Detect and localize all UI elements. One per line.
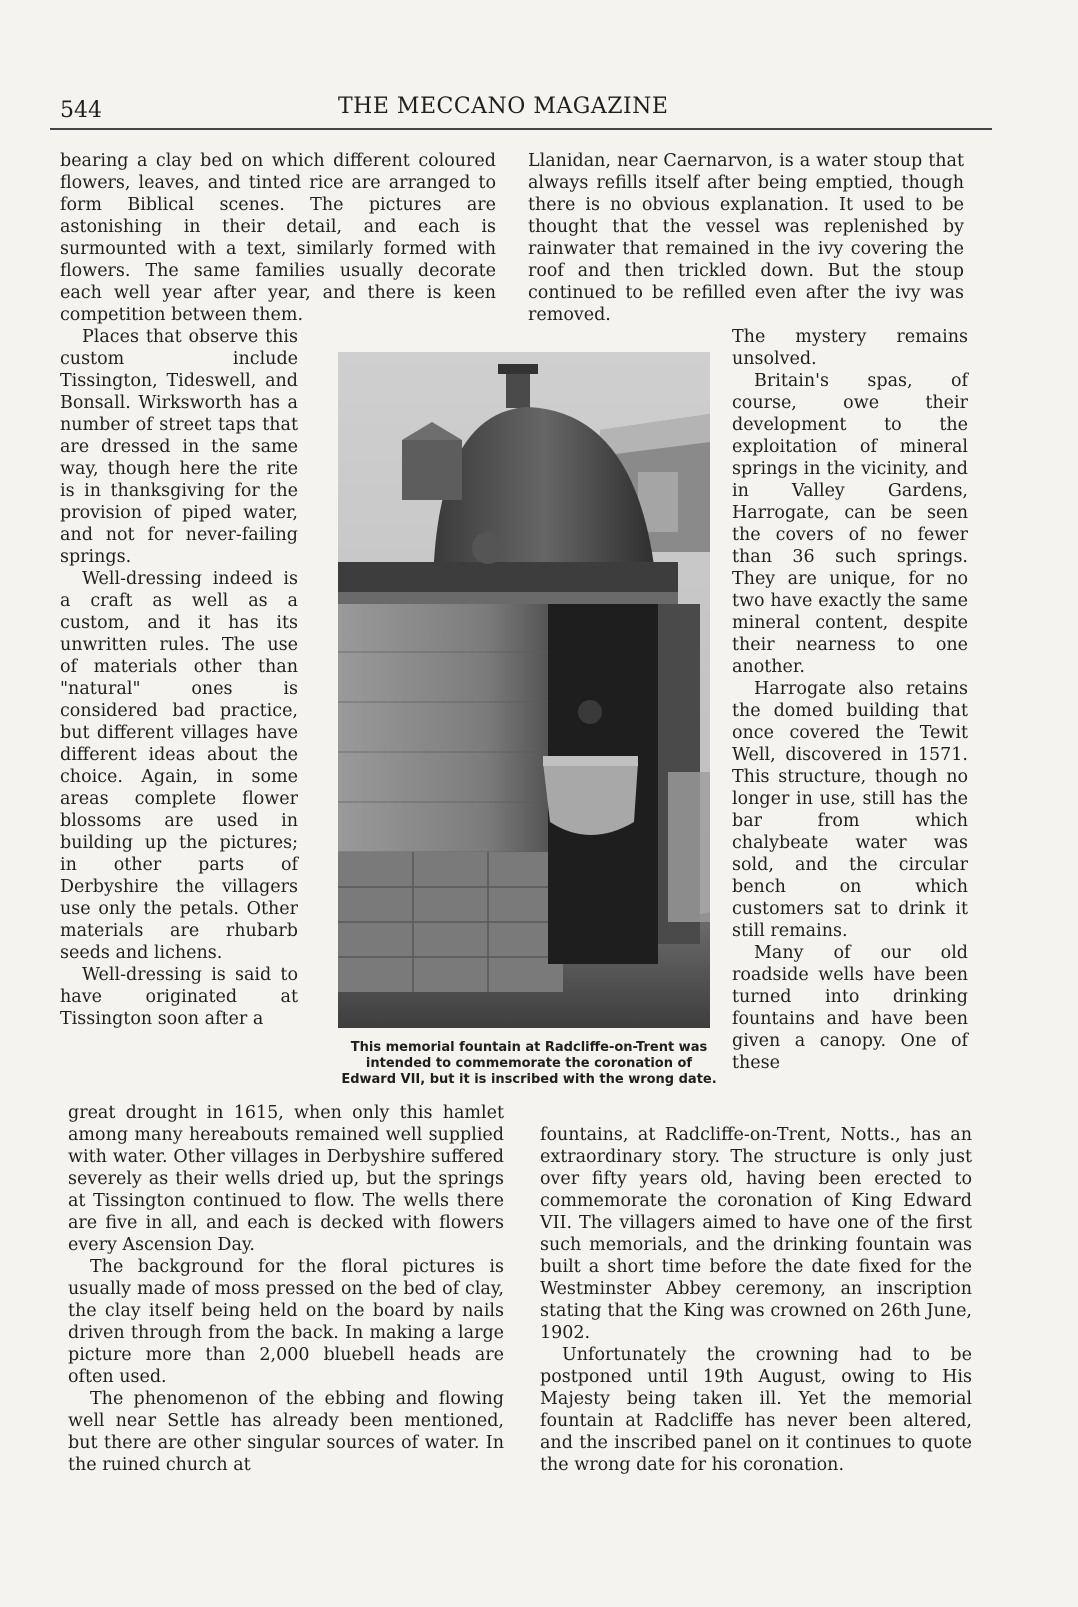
right-paragraph-4-start: Many of our old roadside wells have been turned into drinking fountains and have been given a canopy. One of these: [732, 943, 968, 1073]
left-text-narrow: [60, 326, 298, 1030]
right-text-narrow: [732, 326, 968, 1074]
header-rule: [50, 128, 992, 130]
right-paragraph-1-end: The mystery remains unsolved.: [732, 327, 968, 369]
page-number: 544: [60, 98, 102, 123]
left-paragraph-4-start: Well-dressing is said to have originated at Tissington soon after a: [60, 965, 298, 1029]
left-text-top: [60, 150, 496, 326]
right-paragraph-4-end: fountains, at Radcliffe-on-Trent, Notts., has an extraordinary story. The structure is only just over fifty years old, having been erected to commemorate the coronation of King Edward VII. The villagers aimed to have one of the first such memorials, and the drinking fountain was built a short time before the date fixed for the Westminster Abbey ceremony, an inscription stating that the King was crowned on 26th June, 1902.: [540, 1125, 972, 1343]
right-paragraph-3: Harrogate also retains the domed building that once covered the Tewit Well, discovered in 1571. This structure, though no longer in use, still has the bar from which chalybeate water was sold, and the circular bench on which customers sat to drink it still remains.: [732, 679, 968, 941]
fountain-photo: [338, 352, 710, 1028]
left-paragraph-4-end: great drought in 1615, when only this hamlet among many hereabouts remained well supplied with water. Other villages in Derbyshire suffered severely as their wells dried up, but the springs at Tissington continued to flow. The wells there are five in all, and each is decked with flowers every Ascension Day.: [68, 1103, 504, 1255]
right-paragraph-1: Llanidan, near Caernarvon, is a water stoup that always refills itself after being emptied, though there is no obvious explanation. It used to be thought that the vessel was replenished by rainwater that remained in the ivy covering the roof and then trickled down. But the stoup continued to be refilled even after the ivy was removed.: [528, 151, 964, 325]
left-paragraph-1: bearing a clay bed on which different coloured flowers, leaves, and tinted rice are arranged to form Biblical scenes. The pictures are astonishing in their detail, and each is surmounted with a text, similarly formed with flowers. The same families usually decorate each well year after year, and there is keen competition between them.: [60, 151, 496, 325]
right-text-bottom: [540, 1124, 972, 1476]
right-paragraph-2: Britain's spas, of course, owe their development to the exploitation of mineral springs in the vicinity, and in Valley Gardens, Harrogate, can be seen the covers of no fewer than 36 such springs. They are unique, for no two have exactly the same mineral content, despite their nearness to one another.: [732, 371, 968, 677]
left-text-bottom: [68, 1102, 504, 1476]
right-text-top: [528, 150, 964, 326]
left-paragraph-6: The phenomenon of the ebbing and flowing well near Settle has already been mentioned, but there are other singular sources of water. In the ruined church at: [68, 1389, 504, 1475]
figure-caption: This memorial fountain at Radcliffe-on-Trent was intended to commemorate the coronation of Edward VII, but it is inscribed with the wrong date.: [341, 1040, 717, 1087]
left-paragraph-5: The background for the floral pictures is usually made of moss pressed on the bed of clay, the clay itself being held on the board by nails driven through from the back. In making a large picture more than 2,000 bluebell heads are often used.: [68, 1257, 504, 1387]
left-paragraph-2: Places that observe this custom include Tissington, Tideswell, and Bonsall. Wirksworth has a number of street taps that are dressed in the same way, though here the rite is in thanksgiving for the provision of piped water, and not for never-failing springs.: [60, 327, 298, 567]
left-paragraph-3: Well-dressing indeed is a craft as well as a custom, and it has its unwritten rules. The use of materials other than "natural" ones is considered bad practice, but different villages have different ideas about the choice. Again, in some areas complete flower blossoms are used in building up the pictures; in other parts of Derbyshire the villagers use only the petals. Other materials are rhubarb seeds and lichens.: [60, 569, 298, 963]
right-paragraph-5: Unfortunately the crowning had to be postponed until 19th August, owing to His Majesty being taken ill. Yet the memorial fountain at Radcliffe has never been altered, and the inscribed panel on it continues to quote the wrong date for his coronation.: [540, 1345, 972, 1475]
magazine-title: THE MECCANO MAGAZINE: [338, 94, 669, 119]
